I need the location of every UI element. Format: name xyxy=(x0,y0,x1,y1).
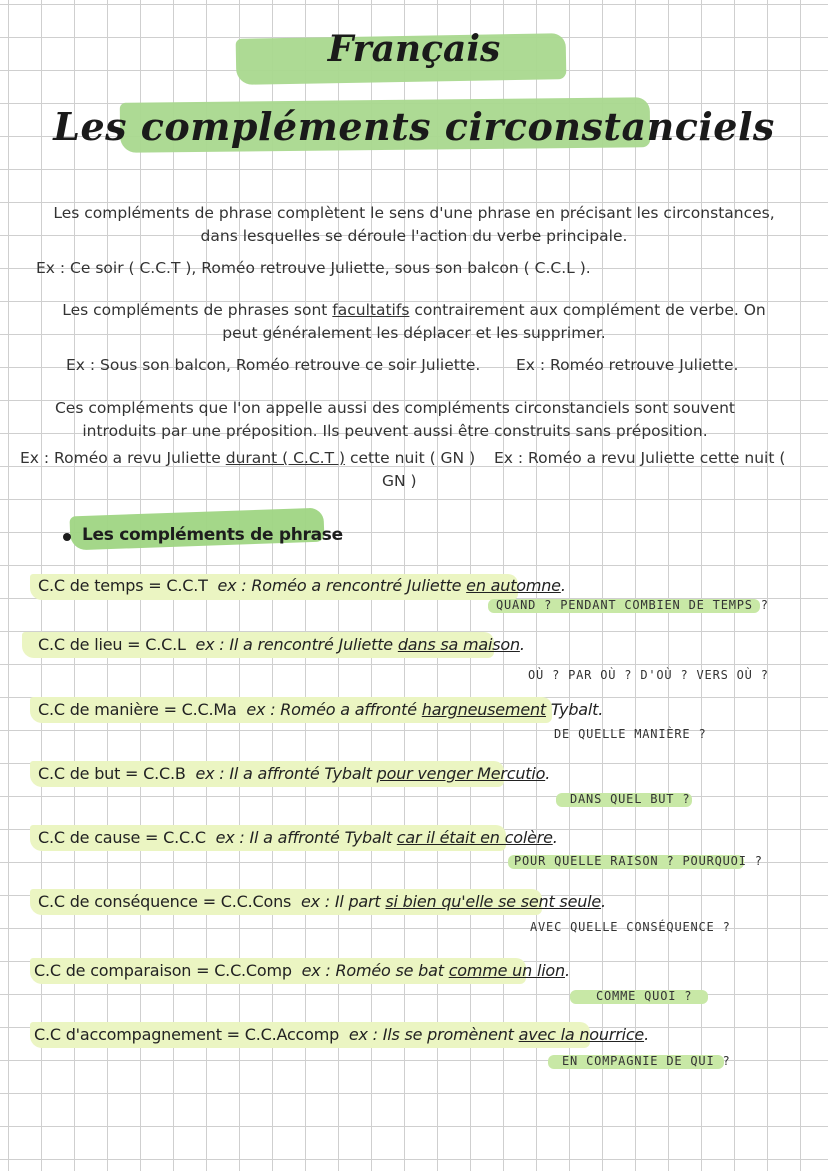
intro-example-1: Ex : Ce soir ( C.C.T ), Roméo retrouve Juliette, sous son balcon ( C.C.L ). xyxy=(36,259,591,277)
cc-end: . xyxy=(564,961,570,980)
complement-row-accompagnement xyxy=(34,1025,649,1044)
complement-row-lieu xyxy=(38,635,525,654)
cc-underlined: pour venger Mercutio xyxy=(376,764,546,783)
question-consequence: AVEC QUELLE CONSÉQUENCE ? xyxy=(530,920,731,934)
cc-underlined: en automne xyxy=(466,576,561,595)
cc-example: ex : Il a affronté Tybalt xyxy=(215,828,397,847)
cc-underlined: dans sa maison xyxy=(397,635,520,654)
complement-row-maniere xyxy=(38,700,603,719)
cc-label: C.C de but = C.C.B xyxy=(38,764,186,783)
ex3a-post: cette nuit ( GN ) xyxy=(345,449,476,467)
cc-underlined: si bien qu'elle se sent seule xyxy=(385,892,602,911)
intro-p2-line1 xyxy=(20,299,808,322)
intro-paragraph-2 xyxy=(20,299,808,345)
cc-end: Tybalt. xyxy=(545,700,604,719)
intro-paragraph-1 xyxy=(20,202,808,248)
cc-end: . xyxy=(644,1025,649,1044)
complement-row-cause xyxy=(38,828,558,847)
page-title: Les compléments circonstanciels xyxy=(53,104,775,149)
question-comparaison: COMME QUOI ? xyxy=(596,989,693,1003)
complement-row-but xyxy=(38,764,550,783)
ex3a-pre: Ex : Roméo a revu Juliette xyxy=(20,449,226,467)
cc-end: . xyxy=(545,764,551,783)
intro-p2-text-b: contrairement aux complément de verbe. On xyxy=(409,301,766,319)
cc-end: . xyxy=(560,576,566,595)
cc-label: C.C de temps = C.C.T xyxy=(38,576,208,595)
cc-underlined: hargneusement xyxy=(421,700,546,719)
intro-paragraph-3 xyxy=(20,397,770,443)
cc-label: C.C de lieu = C.C.L xyxy=(38,635,186,654)
cc-label: C.C de comparaison = C.C.Comp xyxy=(34,961,292,980)
intro-example-2a: Ex : Sous son balcon, Roméo retrouve ce soir Juliette. xyxy=(66,356,481,374)
cc-label: C.C d'accompagnement = C.C.Accomp xyxy=(34,1025,340,1044)
cc-label: C.C de conséquence = C.C.Cons xyxy=(38,892,292,911)
section-title: Les compléments de phrase xyxy=(82,525,343,545)
cc-underlined: car il était en colère xyxy=(396,828,553,847)
intro-example-3b: Ex : Roméo a revu Juliette cette nuit ( xyxy=(494,449,786,467)
cc-end: . xyxy=(519,635,525,654)
intro-p2-text-a: Les compléments de phrases sont xyxy=(62,301,333,319)
intro-example-2b: Ex : Roméo retrouve Juliette. xyxy=(516,356,739,374)
cc-example: ex : Il part xyxy=(300,892,386,911)
cc-example: ex : Roméo a affronté xyxy=(246,700,422,719)
intro-example-3a xyxy=(20,449,475,467)
cc-example: ex : Ils se promènent xyxy=(348,1025,519,1044)
cc-example: ex : Roméo se bat xyxy=(301,961,449,980)
cc-underlined: comme un lion xyxy=(448,961,565,980)
complement-row-consequence xyxy=(38,892,606,911)
subject-title: Français xyxy=(327,28,501,70)
cc-label: C.C de cause = C.C.C xyxy=(38,828,206,847)
cc-example: ex : Roméo a rencontré Juliette xyxy=(217,576,467,595)
question-temps: QUAND ? PENDANT COMBIEN DE TEMPS ? xyxy=(496,598,769,612)
intro-p1-line2: dans lesquelles se déroule l'action du verbe principale. xyxy=(200,227,628,245)
question-maniere: DE QUELLE MANIÈRE ? xyxy=(554,727,707,741)
cc-example: ex : Il a affronté Tybalt xyxy=(195,764,377,783)
intro-p3-line1: Ces compléments que l'on appelle aussi des compléments circonstanciels sont souvent xyxy=(54,399,736,417)
cc-label: C.C de manière = C.C.Ma xyxy=(38,700,237,719)
question-accompagnement: EN COMPAGNIE DE QUI ? xyxy=(562,1054,731,1068)
complement-row-comparaison xyxy=(34,961,570,980)
ex3a-underlined: durant ( C.C.T ) xyxy=(225,449,346,467)
complement-row-temps xyxy=(38,576,566,595)
intro-p3-line2: introduits par une préposition. Ils peuvent aussi être construits sans préposition. xyxy=(82,422,708,440)
cc-example: ex : Il a rencontré Juliette xyxy=(195,635,398,654)
bullet-icon xyxy=(63,533,71,541)
cc-end: . xyxy=(601,892,606,911)
question-but: DANS QUEL BUT ? xyxy=(570,792,691,806)
cc-underlined: avec la nourrice xyxy=(518,1025,645,1044)
question-cause: POUR QUELLE RAISON ? POURQUOI ? xyxy=(514,854,763,868)
question-lieu: OÙ ? PAR OÙ ? D'OÙ ? VERS OÙ ? xyxy=(528,668,769,682)
intro-example-3b-cont: GN ) xyxy=(382,472,417,490)
intro-p1-line1: Les compléments de phrase complètent le sens d'une phrase en précisant les circonstances, xyxy=(53,204,775,222)
intro-p2-line2: peut généralement les déplacer et les supprimer. xyxy=(222,324,606,342)
intro-p2-underlined: facultatifs xyxy=(332,301,410,319)
cc-end: . xyxy=(552,828,558,847)
